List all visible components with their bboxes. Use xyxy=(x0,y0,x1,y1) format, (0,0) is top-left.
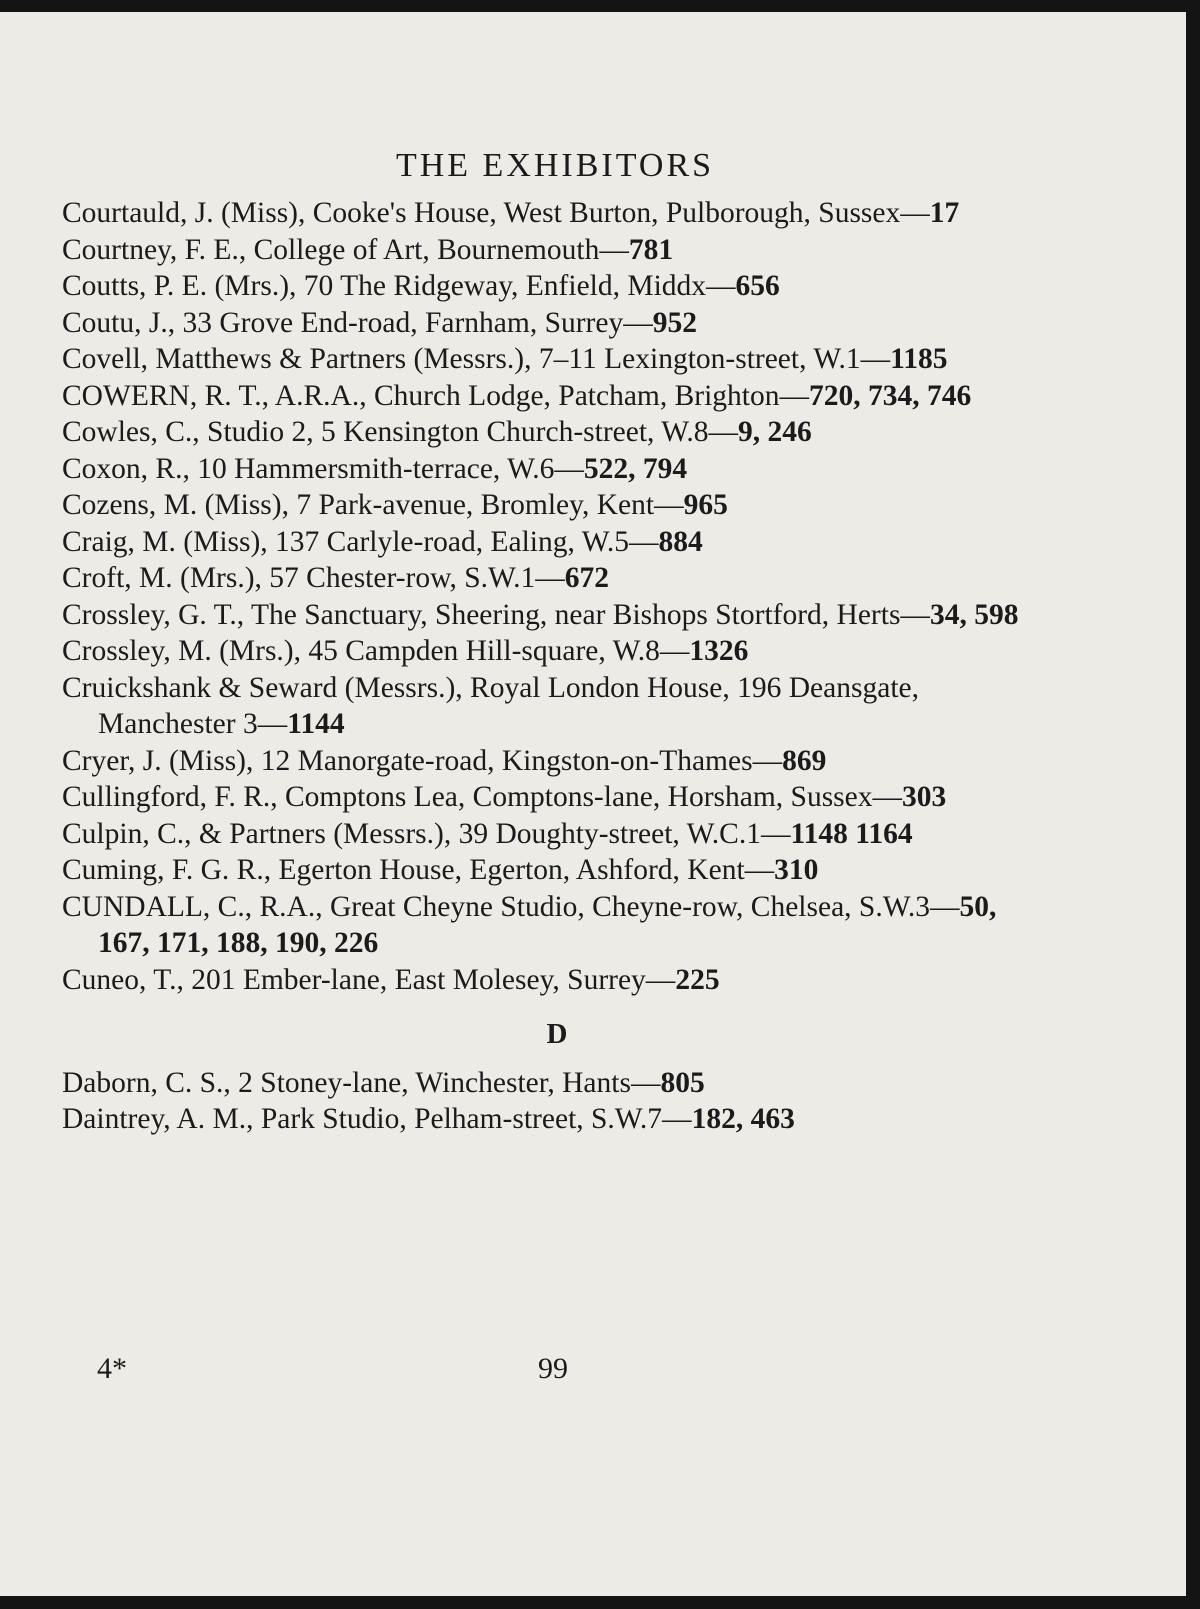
entry-text: Cowles, C., Studio 2, 5 Kensington Church-street, W.8— xyxy=(62,416,739,448)
list-item xyxy=(62,670,1052,743)
list-item xyxy=(62,451,1052,488)
entry-text: Daintrey, A. M., Park Studio, Pelham-street, S.W.7— xyxy=(62,1103,692,1135)
entry-text: Coxon, R., 10 Hammersmith-terrace, W.6— xyxy=(62,452,584,485)
list-item xyxy=(62,1065,1052,1102)
list-item xyxy=(62,816,1052,853)
entry-text: Crossley, M. (Mrs.), 45 Campden Hill-square, W.8— xyxy=(62,635,690,667)
entry-numbers: 656 xyxy=(735,270,780,302)
entry-numbers: 952 xyxy=(652,306,697,339)
entry-numbers: 1185 xyxy=(890,343,948,375)
book-page xyxy=(0,12,1186,1596)
entry-numbers: 182, 463 xyxy=(691,1103,795,1135)
entry-text: Cuneo, T., 201 Ember-lane, East Molesey, Surrey— xyxy=(62,963,676,996)
list-item xyxy=(62,743,1052,780)
entry-numbers: 1144 xyxy=(287,708,345,740)
entry-numbers: 672 xyxy=(564,562,610,594)
entry-text: Cryer, J. (Miss), 12 Manorgate-road, Kingston-on-Thames— xyxy=(62,744,783,777)
list-item xyxy=(62,779,1052,816)
list-item xyxy=(62,560,1052,597)
list-item xyxy=(62,487,1052,524)
entry-numbers: 310 xyxy=(774,854,819,886)
entry-text: Courtauld, J. (Miss), Cooke's House, West Burton, Pulborough, Sussex— xyxy=(62,197,930,229)
entry-text: Craig, M. (Miss), 137 Carlyle-road, Ealing, W.5— xyxy=(62,525,659,558)
list-item xyxy=(62,1101,1052,1138)
list-item xyxy=(62,268,1052,305)
list-item xyxy=(62,633,1052,670)
entry-numbers: 884 xyxy=(658,525,703,558)
entry-text: CUNDALL, C., R.A., Great Cheyne Studio, Cheyne-row, Chelsea, S.W.3— xyxy=(62,890,960,923)
exhibitor-list xyxy=(62,195,1052,1138)
entry-text: Croft, M. (Mrs.), 57 Chester-row, S.W.1— xyxy=(62,562,565,594)
entry-text: COWERN, R. T., A.R.A., Church Lodge, Patcham, Brighton— xyxy=(62,379,810,412)
entry-text: Crossley, G. T., The Sanctuary, Sheering, near Bishops Stortford, Herts— xyxy=(62,598,930,631)
entry-numbers: 869 xyxy=(782,744,827,777)
list-item xyxy=(62,852,1052,889)
list-item xyxy=(62,232,1052,269)
section-heading-d: D xyxy=(546,1018,568,1050)
entry-text: Cuming, F. G. R., Egerton House, Egerton, Ashford, Kent— xyxy=(62,854,775,886)
entry-numbers: 9, 246 xyxy=(738,416,812,448)
signature-mark: 4* xyxy=(97,1352,127,1385)
entry-text: Cullingford, F. R., Comptons Lea, Comptons-lane, Horsham, Sussex— xyxy=(62,781,903,813)
entry-numbers: 1326 xyxy=(689,635,749,667)
entry-text: Coutu, J., 33 Grove End-road, Farnham, Surrey— xyxy=(62,306,653,339)
list-item xyxy=(62,414,1052,451)
entry-numbers: 522, 794 xyxy=(583,452,688,485)
entry-numbers: 805 xyxy=(660,1066,705,1099)
entry-numbers: 781 xyxy=(628,233,674,266)
entry-text: Courtney, F. E., College of Art, Bournemouth— xyxy=(62,233,629,266)
list-item xyxy=(62,524,1052,561)
entry-numbers: 17 xyxy=(929,197,960,229)
entry-text: Coutts, P. E. (Mrs.), 70 The Ridgeway, Enfield, Middx— xyxy=(62,270,736,302)
entry-numbers: 720, 734, 746 xyxy=(809,379,972,412)
list-item xyxy=(62,305,1052,342)
entry-text: Daborn, C. S., 2 Stoney-lane, Winchester, Hants— xyxy=(62,1066,661,1099)
entry-text: Cruickshank & Seward (Messrs.), Royal London House, 196 Deansgate, Manchester 3— xyxy=(62,671,919,740)
entry-text: Culpin, C., & Partners (Messrs.), 39 Doughty-street, W.C.1— xyxy=(62,817,791,850)
entry-numbers: 965 xyxy=(683,489,728,521)
entry-numbers: 1148 1164 xyxy=(790,817,913,850)
entry-numbers: 303 xyxy=(902,781,947,813)
entry-text: Cozens, M. (Miss), 7 Park-avenue, Bromley, Kent— xyxy=(62,489,684,521)
entry-text: Covell, Matthews & Partners (Messrs.), 7–11 Lexington-street, W.1— xyxy=(62,343,891,375)
list-item xyxy=(62,378,1052,415)
list-item xyxy=(62,889,1052,962)
page-title: THE EXHIBITORS xyxy=(395,146,715,184)
entry-numbers: 225 xyxy=(675,963,720,996)
entry-numbers: 50, 167, 171, 188, 190, 226 xyxy=(98,890,997,959)
list-item xyxy=(62,597,1052,634)
page-number: 99 xyxy=(538,1352,568,1385)
entry-numbers: 34, 598 xyxy=(929,598,1019,631)
list-item xyxy=(62,195,1052,232)
list-item xyxy=(62,962,1052,999)
list-item xyxy=(62,341,1052,378)
